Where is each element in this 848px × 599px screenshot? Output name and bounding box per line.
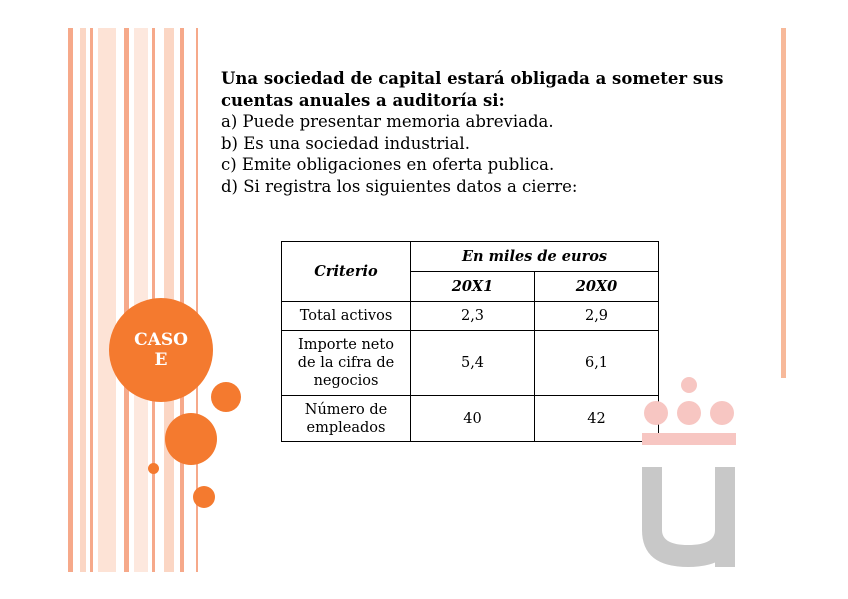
row-value-20x1: 40 <box>411 396 535 442</box>
case-badge <box>109 298 213 402</box>
question-block <box>221 68 751 197</box>
row-value-20x1: 5,4 <box>411 331 535 396</box>
row-label-line: Número de <box>304 401 388 418</box>
right-accent-bar <box>781 28 786 378</box>
question-title: cuentas anuales a auditoría si: <box>221 90 505 110</box>
case-badge-line1: CASO <box>134 330 188 350</box>
row-label <box>282 331 411 396</box>
row-label-line: Importe neto <box>298 337 394 353</box>
row-label: Total activos <box>282 302 411 331</box>
row-label <box>282 396 411 442</box>
row-label-line: empleados <box>306 419 386 436</box>
option-a: a) Puede presentar memoria abreviada. <box>221 112 554 131</box>
table-row <box>282 331 659 396</box>
criteria-table <box>281 241 659 442</box>
option-c: c) Emite obligaciones en oferta publica. <box>221 155 555 174</box>
decorative-circle <box>211 382 241 412</box>
col-header-20x1: 20X1 <box>411 272 535 302</box>
university-logo <box>640 375 740 575</box>
decorative-circle <box>148 463 159 474</box>
table-row <box>282 396 659 442</box>
col-header-20x0: 20X0 <box>535 272 659 302</box>
decorative-stripes <box>68 28 203 572</box>
question-title: Una sociedad de capital estará obligada a someter sus <box>221 69 724 88</box>
row-label-line: negocios <box>313 373 379 389</box>
row-value-20x1: 2,3 <box>411 302 535 331</box>
table-row <box>282 302 659 331</box>
row-value-20x0: 42 <box>535 396 659 442</box>
criterio-header: Criterio <box>282 242 411 302</box>
option-b: b) Es una sociedad industrial. <box>221 133 470 153</box>
row-value-20x0: 2,9 <box>535 302 659 331</box>
row-label-line: de la cifra de <box>297 355 395 371</box>
case-badge-line2: E <box>154 350 168 370</box>
decorative-circle <box>193 486 215 508</box>
group-header: En miles de euros <box>411 242 659 272</box>
row-value-20x0: 6,1 <box>535 331 659 396</box>
option-d: d) Si registra los siguientes datos a cierre: <box>221 176 578 196</box>
decorative-circle <box>165 413 217 465</box>
